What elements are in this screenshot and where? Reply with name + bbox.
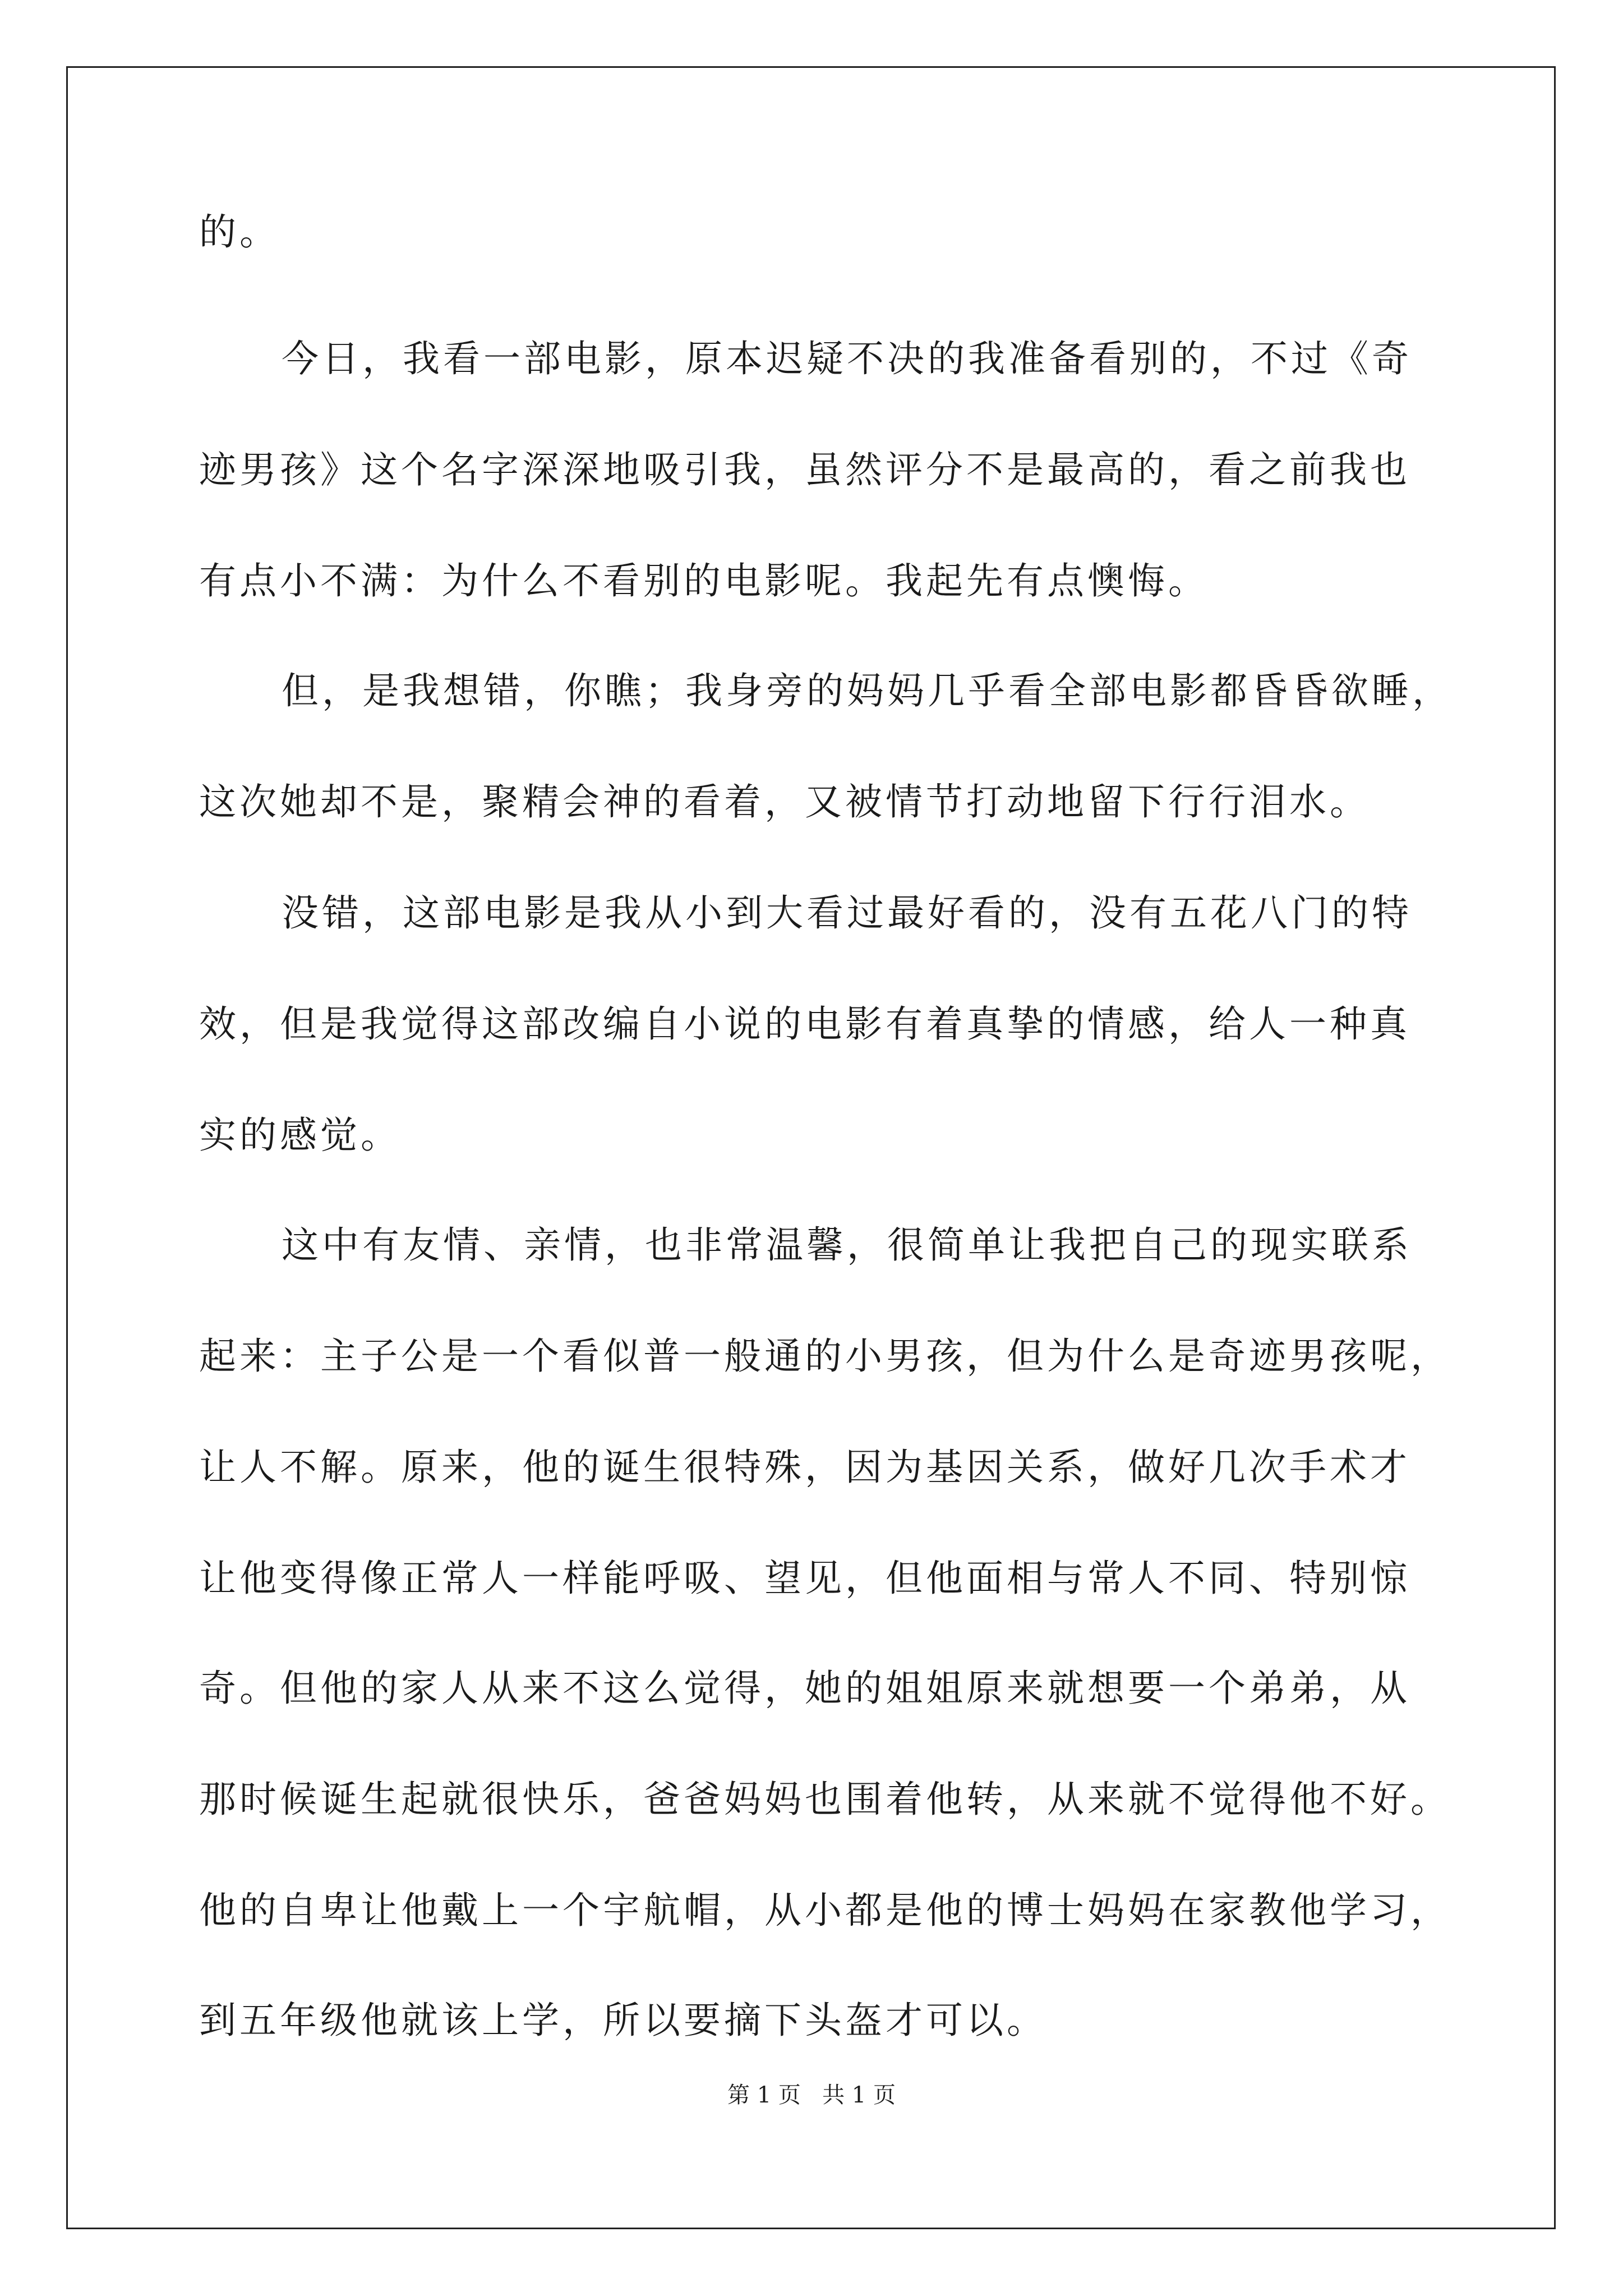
text-line: 他的自卑让他戴上一个宇航帽，从小都是他的博士妈妈在家教他学习， bbox=[199, 1889, 1451, 1932]
text-line: 有点小不满：为什么不看别的电影呢。我起先有点懊悔。 bbox=[199, 559, 1209, 602]
text-line: 效，但是我觉得这部改编自小说的电影有着真挚的情感，给人一种真 bbox=[199, 1002, 1410, 1046]
page-number-footer: 第 1 页 共 1 页 bbox=[727, 2082, 896, 2108]
paragraph-first-line: 没错，这部电影是我从小到大看过最好看的，没有五花八门的特 bbox=[282, 891, 1412, 935]
text-line: 那时候诞生起就很快乐，爸爸妈妈也围着他转，从来就不觉得他不好。 bbox=[199, 1778, 1451, 1821]
text-line: 让人不解。原来，他的诞生很特殊，因为基因关系，做好几次手术才 bbox=[199, 1446, 1410, 1489]
paragraph-first-line: 今日，我看一部电影，原本迟疑不决的我准备看别的，不过《奇 bbox=[282, 337, 1412, 380]
text-line: 这次她却不是，聚精会神的看着，又被情节打动地留下行行泪水。 bbox=[199, 780, 1370, 823]
text-line: 奇。但他的家人从来不这么觉得，她的姐姐原来就想要一个弟弟，从 bbox=[199, 1667, 1410, 1710]
text-line: 到五年级他就该上学，所以要摘下头盔才可以。 bbox=[199, 1999, 1047, 2042]
paragraph-first-line: 这中有友情、亲情，也非常温馨，很简单让我把自己的现实联系 bbox=[282, 1223, 1412, 1267]
paragraph-first-line: 但，是我想错，你瞧；我身旁的妈妈几乎看全部电影都昏昏欲睡， bbox=[282, 669, 1453, 712]
text-line: 的。 bbox=[199, 210, 280, 254]
text-line: 起来：主子公是一个看似普一般通的小男孩，但为什么是奇迹男孩呢， bbox=[199, 1335, 1451, 1378]
text-line: 实的感觉。 bbox=[199, 1114, 401, 1157]
text-line: 迹男孩》这个名字深深地吸引我，虽然评分不是最高的，看之前我也 bbox=[199, 448, 1410, 491]
text-line: 让他变得像正常人一样能呼吸、望见，但他面相与常人不同、特别惊 bbox=[199, 1557, 1410, 1600]
